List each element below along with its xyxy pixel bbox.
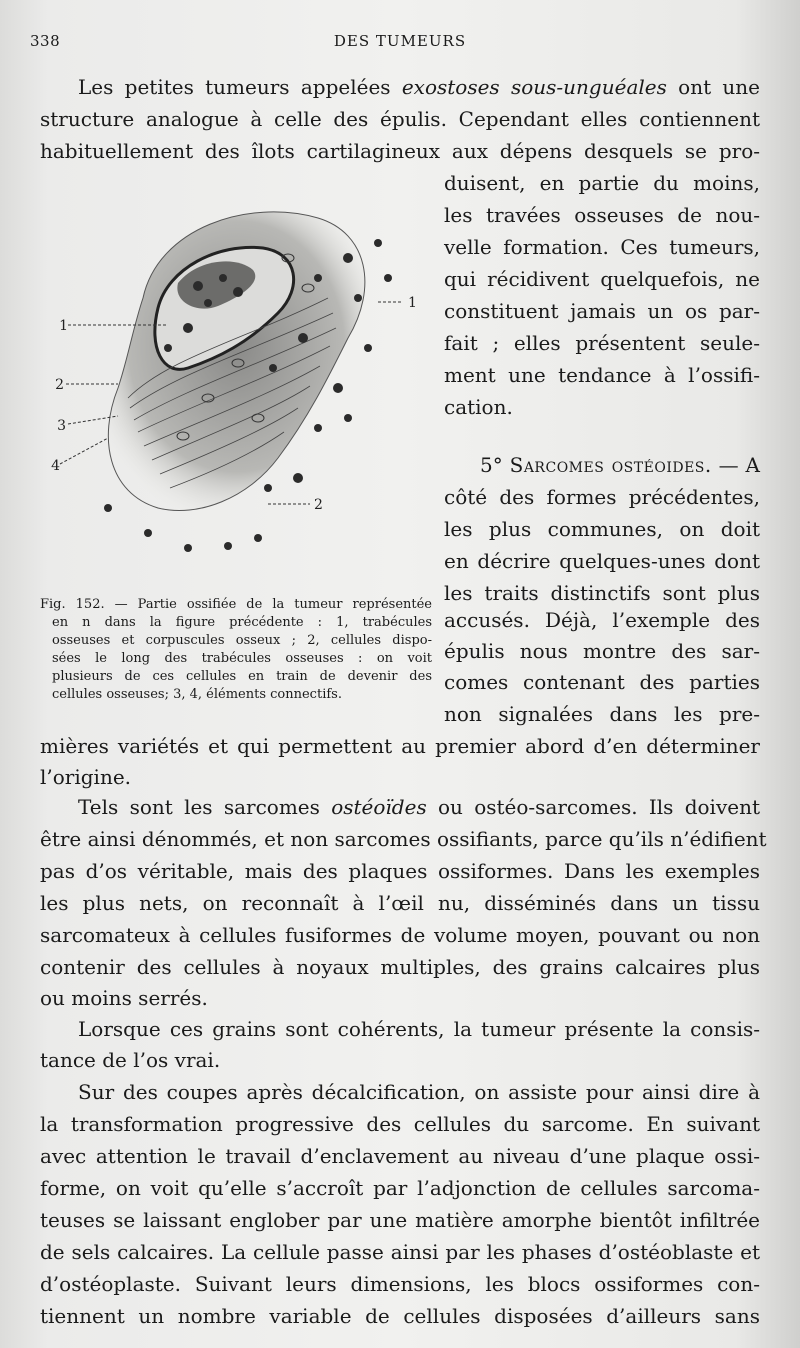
figure-caption-line: en n dans la figure précédente : 1, trabécules bbox=[52, 615, 432, 630]
section-5-side-line: les traits distinctifs sont plus bbox=[444, 581, 760, 605]
figure-caption-line: Fig. 152. — Partie ossifiée de la tumeur représentée bbox=[40, 597, 432, 612]
paragraph-1-line-1: Les petites tumeurs appelées exostoses sous-unguéales ont une bbox=[78, 75, 760, 99]
paragraph-5-line: la transformation progressive des cellules du sarcome. En suivant bbox=[40, 1112, 760, 1136]
figure-caption-line: osseuses et corpuscules osseux ; 2, cellules dispo- bbox=[52, 633, 432, 648]
paragraph-4-line: Lorsque ces grains sont cohérents, la tumeur présente la consis- bbox=[78, 1017, 760, 1041]
paragraph-1-side-line: cation. bbox=[444, 395, 513, 419]
paragraph-5-line: tiennent un nombre variable de cellules disposées d’ailleurs sans bbox=[40, 1304, 760, 1328]
paragraph-1-side-line: qui récidivent quelquefois, ne bbox=[444, 267, 760, 291]
section-5-heading: 5° Sarcomes ostéoides. — A bbox=[480, 453, 760, 477]
figure-caption-line: plusieurs de ces cellules en train de devenir des bbox=[52, 669, 432, 684]
paragraph-1-side-line: fait ; elles présentent seule- bbox=[444, 331, 760, 355]
figure-label: 1 bbox=[59, 318, 68, 334]
paragraph-3-line-1: Tels sont les sarcomes ostéoïdes ou ostéo-sarcomes. Ils doivent bbox=[78, 795, 760, 819]
paragraph-1-side-line: duisent, en partie du moins, bbox=[444, 171, 760, 195]
figure-caption-line: cellules osseuses; 3, 4, éléments connectifs. bbox=[52, 687, 342, 702]
paragraph-1-side-line: ment une tendance à l’ossifi- bbox=[444, 363, 760, 387]
figure-label: 2 bbox=[314, 497, 323, 513]
running-head bbox=[0, 30, 800, 56]
section-5-full-line: l’origine. bbox=[40, 765, 132, 789]
section-5-title: Sarcomes ostéoides. bbox=[509, 453, 712, 477]
figure-label: 1 bbox=[408, 295, 417, 311]
paragraph-1-side-line: velle formation. Ces tumeurs, bbox=[444, 235, 760, 259]
paragraph-1-side-line: les travées osseuses de nou- bbox=[444, 203, 760, 227]
section-5-side-line: côté des formes précédentes, bbox=[444, 485, 760, 509]
page-number: 338 bbox=[30, 32, 61, 50]
section-5-side-line: non signalées dans les pre- bbox=[444, 702, 760, 726]
emphasis-exostoses: exostoses sous-unguéales bbox=[401, 75, 667, 99]
paragraph-3-line: ou moins serrés. bbox=[40, 986, 208, 1010]
section-5-full-line: mières variétés et qui permettent au premier abord d’en déterminer bbox=[40, 734, 760, 758]
paragraph-5-line: avec attention le travail d’enclavement au niveau d’une plaque ossi- bbox=[40, 1144, 760, 1168]
section-5-side-line: accusés. Déjà, l’exemple des bbox=[444, 608, 760, 632]
paragraph-4-line: tance de l’os vrai. bbox=[40, 1048, 221, 1072]
paragraph-5-line: de sels calcaires. La cellule passe ainsi par les phases d’ostéoblaste et bbox=[40, 1240, 760, 1264]
paragraph-3-line: contenir des cellules à noyaux multiples, des grains calcaires plus bbox=[40, 955, 760, 979]
section-5-side-line: les plus communes, on doit bbox=[444, 517, 760, 541]
section-5-side-line: en décrire quelques-unes dont bbox=[444, 549, 760, 573]
figure-label: 4 bbox=[51, 458, 60, 474]
paragraph-5-line: forme, on voit qu’elle s’accroît par l’adjonction de cellules sarcoma- bbox=[40, 1176, 760, 1200]
paragraph-1-side-line: constituent jamais un os par- bbox=[444, 299, 760, 323]
figure-label: 2 bbox=[55, 377, 64, 393]
figure-152-illustration bbox=[48, 188, 440, 584]
running-title: DES TUMEURS bbox=[333, 32, 467, 50]
paragraph-5-line: Sur des coupes après décalcification, on assiste pour ainsi dire à bbox=[78, 1080, 760, 1104]
paragraph-3-line: les plus nets, on reconnaît à l’œil nu, disséminés dans un tissu bbox=[40, 891, 760, 915]
paragraph-1-line-3: habituellement des îlots cartilagineux aux dépens desquels se pro- bbox=[40, 139, 760, 163]
paragraph-3-line: sarcomateux à cellules fusiformes de volume moyen, pouvant ou non bbox=[40, 923, 760, 947]
section-5-side-line: comes contenant des parties bbox=[444, 670, 760, 694]
paragraph-3-line: être ainsi dénommés, et non sarcomes ossifiants, parce qu’ils n’édifient bbox=[40, 827, 767, 851]
paragraph-3-line: pas d’os véritable, mais des plaques ossiformes. Dans les exemples bbox=[40, 859, 760, 883]
emphasis-osteoides: ostéoïdes bbox=[331, 795, 427, 819]
paragraph-5-line: d’ostéoplaste. Suivant leurs dimensions, les blocs ossiformes con- bbox=[40, 1272, 760, 1296]
section-5-side-line: épulis nous montre des sar- bbox=[444, 639, 760, 663]
figure-caption-line: sées le long des trabécules osseuses : on voit bbox=[52, 651, 432, 666]
histology-figure bbox=[48, 188, 440, 584]
paragraph-1-line-2: structure analogue à celle des épulis. Cependant elles contiennent bbox=[40, 107, 760, 131]
figure-label: 3 bbox=[57, 418, 66, 434]
paragraph-5-line: teuses se laissant englober par une matière amorphe bientôt infiltrée bbox=[40, 1208, 760, 1232]
